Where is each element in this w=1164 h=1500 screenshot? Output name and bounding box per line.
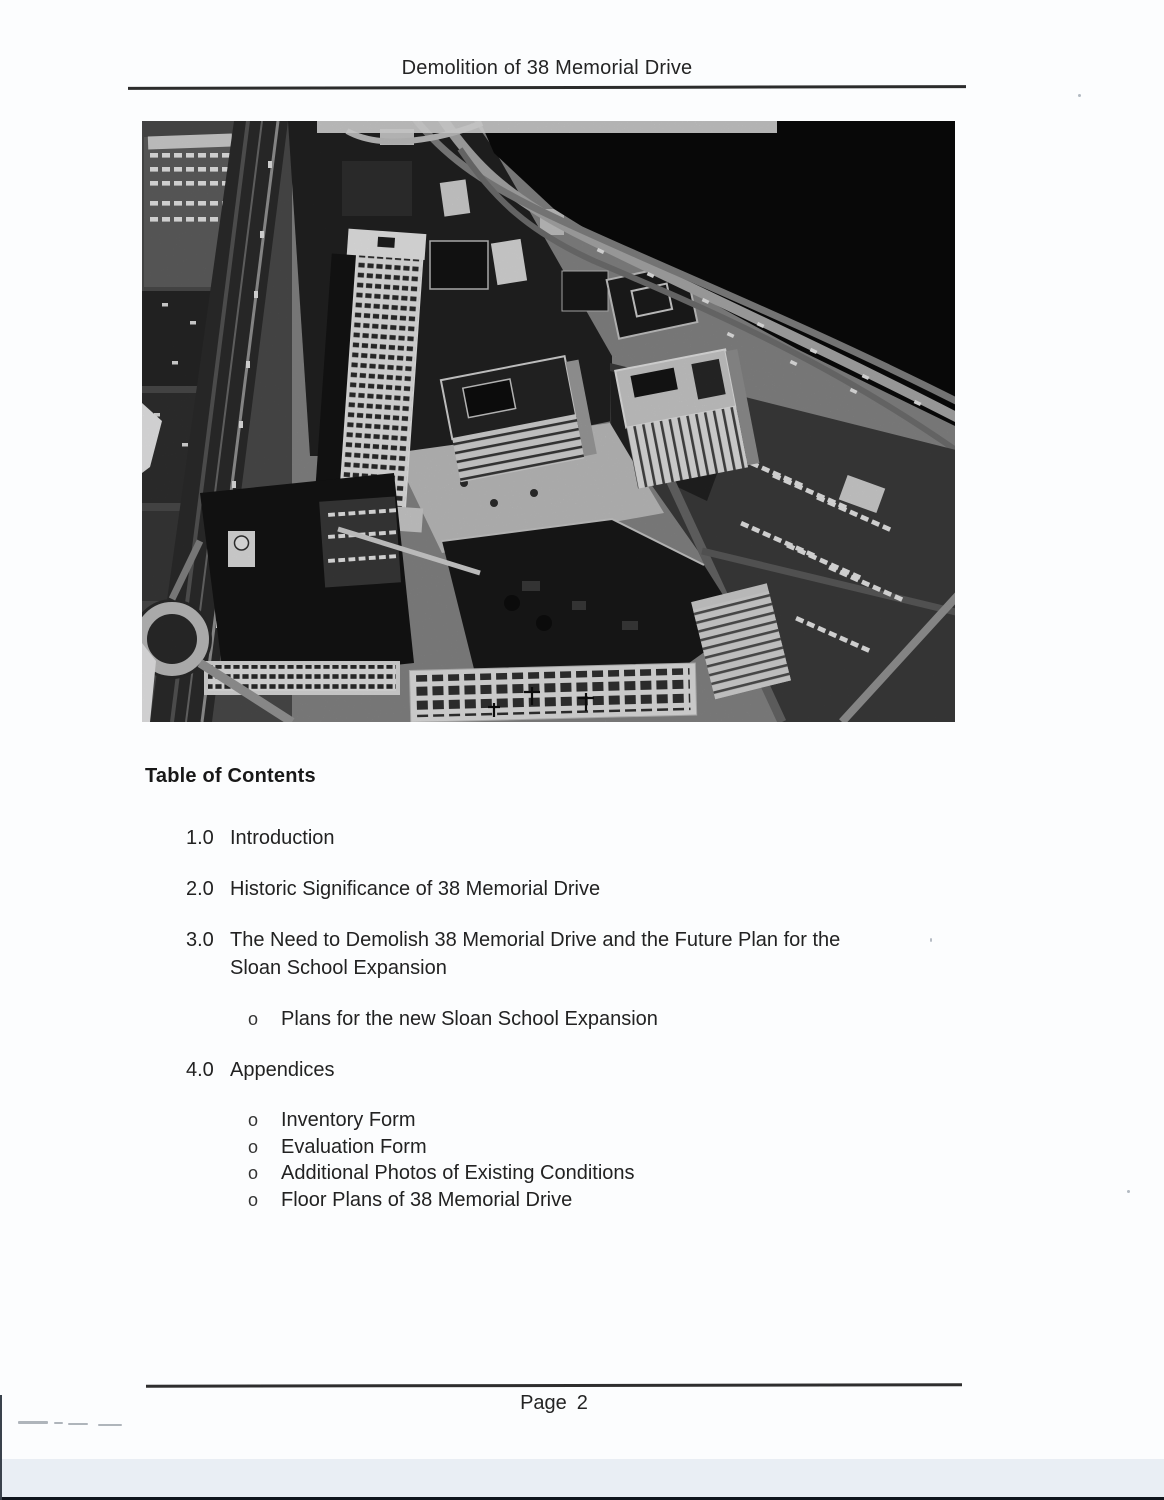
toc-item-text: Historic Significance of 38 Memorial Drive xyxy=(230,878,601,900)
bullet-icon: o xyxy=(248,1110,259,1130)
toc-item-need-to-demolish xyxy=(186,926,840,982)
toc-sub-item-inventory-form xyxy=(248,1107,415,1134)
bullet-icon: o xyxy=(248,1137,259,1157)
toc-item-text: Appendices xyxy=(230,1059,335,1081)
footer-page-number: 2 xyxy=(576,1392,588,1414)
toc-sub-item-text: Inventory Form xyxy=(281,1109,416,1131)
toc-heading: Table of Contents xyxy=(145,765,316,787)
toc-item-introduction xyxy=(186,824,335,852)
scan-speck xyxy=(930,938,932,942)
toc-item-text: Introduction xyxy=(230,827,335,849)
scan-left-edge xyxy=(0,1395,2,1500)
scan-dash-artifact xyxy=(98,1424,122,1426)
toc-item-number: 2.0 xyxy=(186,878,214,900)
page-number-footer xyxy=(146,1392,962,1415)
toc-item-historic-significance xyxy=(186,875,600,903)
toc-sub-item-text: Plans for the new Sloan School Expansion xyxy=(281,1008,658,1030)
toc-item-appendices xyxy=(186,1056,335,1084)
page-header-title: Demolition of 38 Memorial Drive xyxy=(401,57,693,79)
toc-item-text-line2: Sloan School Expansion xyxy=(230,957,447,979)
toc-item-number: 3.0 xyxy=(186,929,214,951)
bullet-icon: o xyxy=(248,1190,259,1210)
bullet-icon: o xyxy=(248,1009,259,1029)
toc-sub-item-evaluation-form xyxy=(248,1134,427,1161)
scan-dash-artifact xyxy=(54,1422,63,1424)
scan-dash-artifact xyxy=(68,1423,88,1425)
toc-sub-item-text: Evaluation Form xyxy=(281,1136,427,1158)
toc-item-number: 4.0 xyxy=(186,1059,214,1081)
toc-item-number: 1.0 xyxy=(186,827,214,849)
scan-dash-artifact xyxy=(18,1421,48,1424)
toc-sub-item-additional-photos xyxy=(248,1160,635,1187)
toc-sub-item-floor-plans xyxy=(248,1187,572,1214)
scan-speck xyxy=(1127,1190,1130,1193)
toc-sub-item-text: Additional Photos of Existing Conditions xyxy=(281,1162,635,1184)
scan-speck xyxy=(1078,94,1081,97)
toc-sub-item-plans xyxy=(248,1006,658,1033)
header-rule xyxy=(128,85,966,90)
footer-rule xyxy=(146,1383,962,1387)
aerial-photo xyxy=(142,121,955,722)
bullet-icon: o xyxy=(248,1163,259,1183)
toc-item-text-line1: The Need to Demolish 38 Memorial Drive and the Future Plan for the xyxy=(230,929,841,951)
scan-bottom-band xyxy=(0,1459,1164,1497)
footer-page-label: Page xyxy=(520,1392,567,1414)
toc-sub-item-text: Floor Plans of 38 Memorial Drive xyxy=(281,1189,573,1211)
